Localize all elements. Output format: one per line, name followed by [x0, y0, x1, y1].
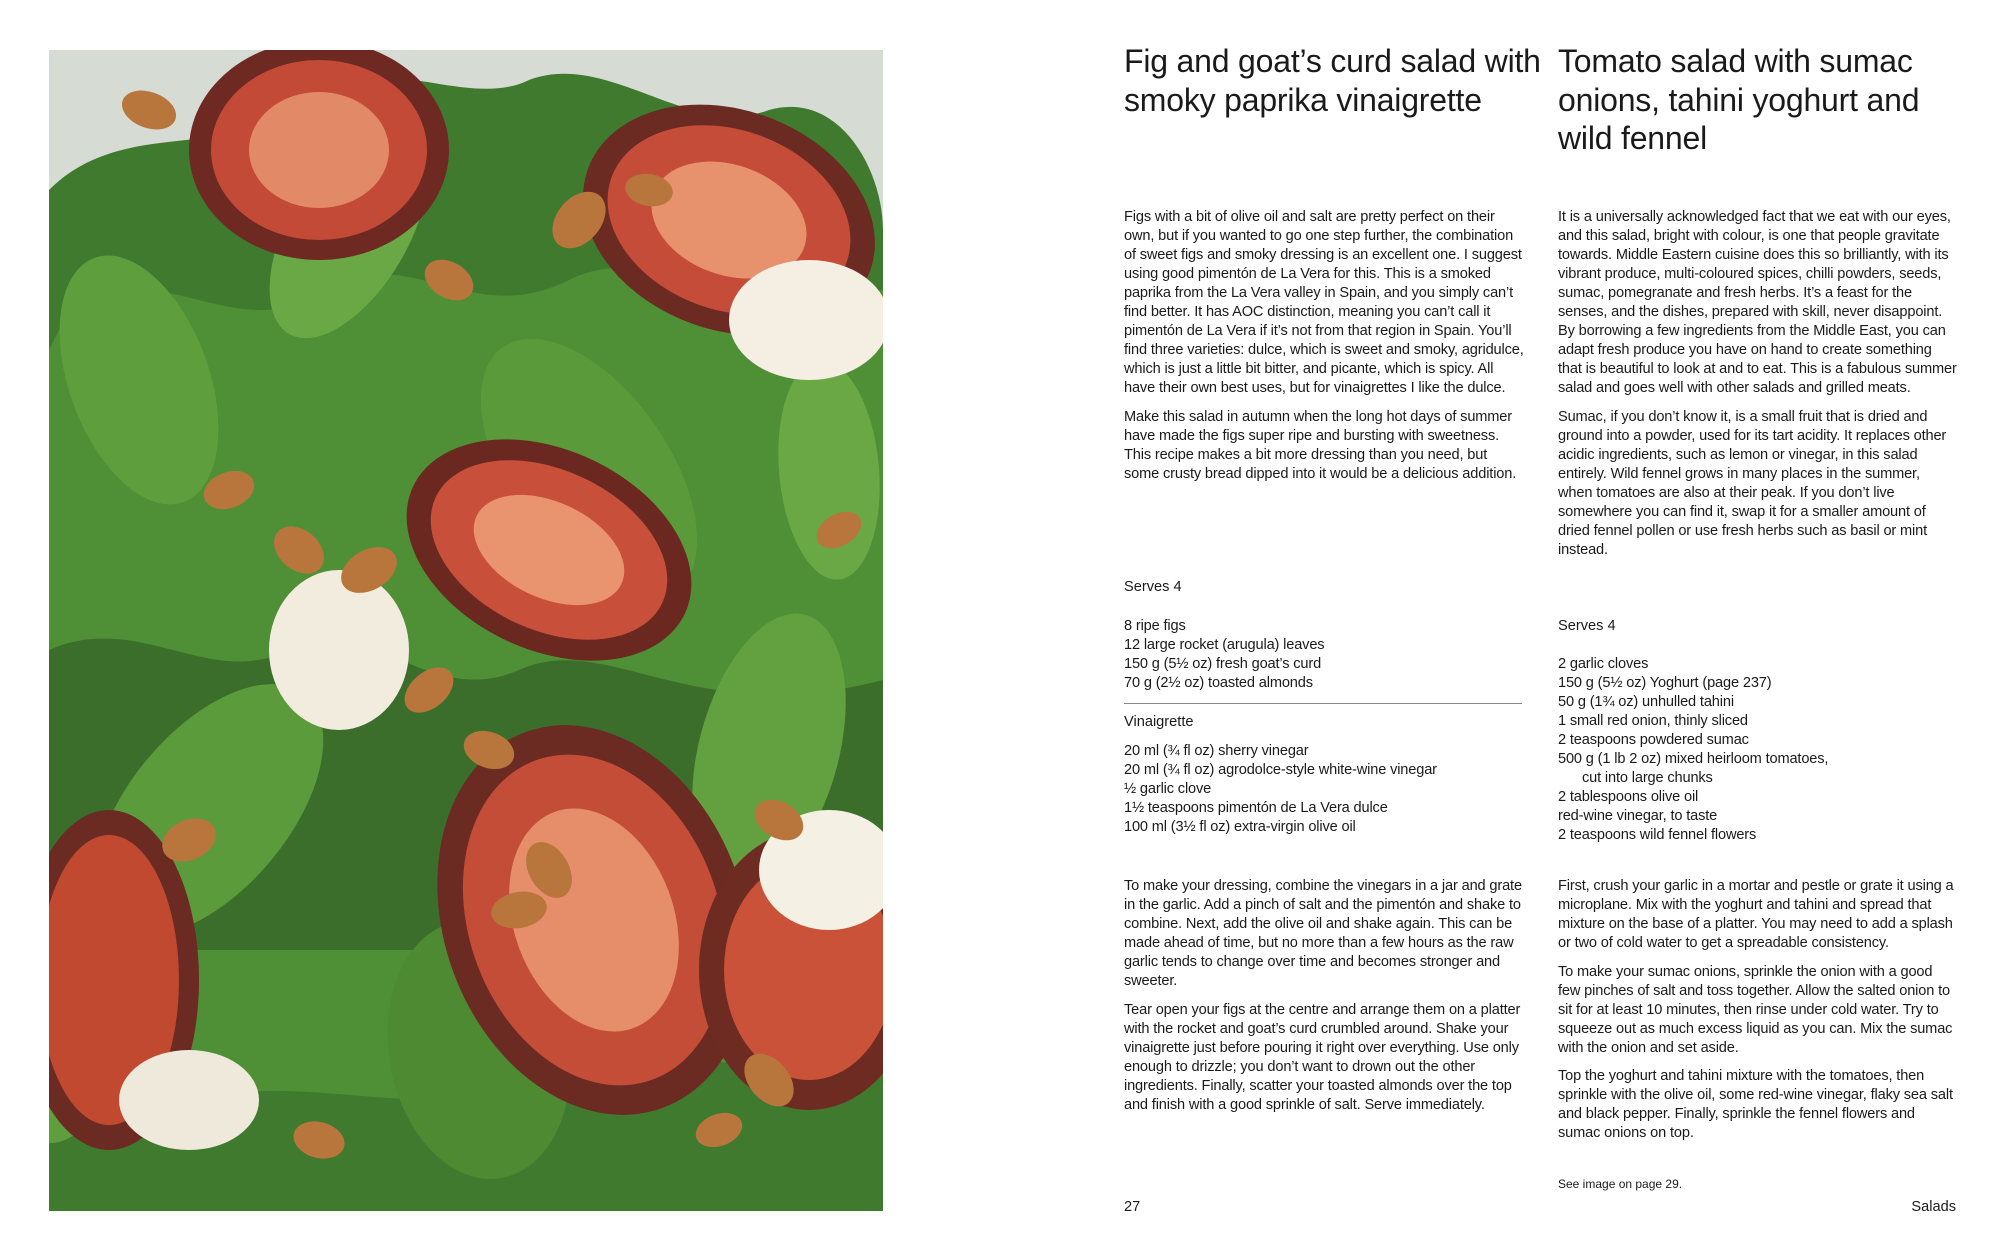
- ingredient-list: [1124, 617, 1544, 693]
- recipe-intro: [1558, 208, 1958, 569]
- intro-paragraph: It is a universally acknowledged fact that we eat with our eyes, and this salad, bright with colour, is one that people gravitate towards. Middle Eastern cuisine does this so brilliantly, with its vibrant produce, multi-coloured spices, chilli powders, seeds, sumac, pomegranate and fresh herbs. It’s a feast for the senses, and the dishes, prepared with skill, never disappoint. By borrowing a few ingredients from the Middle East, you can adapt fresh produce you have on hand to create something that is beautiful to look at and to eat. This is a fabulous summer salad and goes well with other salads and grilled meats.: [1558, 209, 1957, 396]
- page-number: 27: [1124, 1199, 1141, 1215]
- ingredient-item: 2 teaspoons wild fennel flowers: [1558, 827, 1757, 843]
- method-paragraph: To make your dressing, combine the vinegars in a jar and grate in the garlic. Add a pinch of salt and the pimentón and shake to combine. Next, add the olive oil and shake again. This can be made ahead of time, but no more than a few hours as the raw garlic tends to change over time and becomes stronger and sweeter.: [1124, 878, 1522, 989]
- ingredient-item: 1½ teaspoons pimentón de La Vera dulce: [1124, 800, 1388, 816]
- method: [1124, 877, 1524, 1124]
- vinaigrette-list: [1124, 742, 1544, 837]
- ingredient-item: 2 teaspoons powdered sumac: [1558, 732, 1749, 748]
- method: [1558, 877, 1958, 1153]
- serves-label: Serves 4: [1558, 618, 1616, 634]
- ingredient-item: 100 ml (3½ fl oz) extra-virgin olive oil: [1124, 819, 1356, 835]
- recipe-title: Tomato salad with sumac onions, tahini yoghurt and wild fennel: [1558, 43, 1920, 156]
- ingredient-item: 2 garlic cloves: [1558, 656, 1649, 672]
- ingredient-item: 500 g (1 lb 2 oz) mixed heirloom tomatoes,: [1558, 751, 1829, 767]
- method-paragraph: First, crush your garlic in a mortar and pestle or grate it using a microplane. Mix with the yoghurt and tahini and spread that mixture on the base of a platter. You may need to add a splash or two of cold water to get a spreadable consistency.: [1558, 878, 1954, 951]
- ingredient-item: 1 small red onion, thinly sliced: [1558, 713, 1748, 729]
- fig-salad-image: [49, 50, 883, 1211]
- intro-paragraph: Make this salad in autumn when the long hot days of summer have made the figs super ripe and bursting with sweetness. This recipe makes a bit more dressing than you need, but some crusty bread dipped into it would be a delicious addition.: [1124, 408, 1517, 482]
- ingredient-item: 12 large rocket (arugula) leaves: [1124, 637, 1325, 653]
- ingredient-item: 70 g (2½ oz) toasted almonds: [1124, 675, 1313, 691]
- method-paragraph: To make your sumac onions, sprinkle the onion with a good few pinches of salt and toss together. Allow the salted onion to sit for at least 10 minutes, then rinse under cold water. Try to squeeze out as much excess liquid as you can. Mix the sumac with the onion and set aside.: [1558, 963, 1953, 1056]
- intro-paragraph: Figs with a bit of olive oil and salt are pretty perfect on their own, but if you wanted to go one step further, the combination of sweet figs and smoky dressing is an excellent one. I suggest using good pimentón de La Vera for this. This is a smoked paprika from the La Vera valley in Spain, and you simply can’t find better. It has AOC distinction, meaning you can’t call it pimentón de La Vera if it’s not from that region in Spain. You’ll find three varieties: dulce, which is sweet and smoky, agridulce, which is just a little bit bitter, and picante, which is spicy. All have their own best uses, but for vinaigrettes I like the dulce.: [1124, 209, 1524, 396]
- salad-photo: [49, 50, 883, 1211]
- serves-label: Serves 4: [1124, 579, 1182, 595]
- ingredient-item: 150 g (5½ oz) fresh goat’s curd: [1124, 656, 1322, 672]
- ingredient-item: 150 g (5½ oz) Yoghurt (page 237): [1558, 675, 1772, 691]
- ingredient-item: 8 ripe figs: [1124, 618, 1186, 634]
- method-paragraph: Tear open your figs at the centre and arrange them on a platter with the rocket and goat’s curd crumbled around. Shake your vinaigrette just before pouring it right over everything. Use only enough to drizzle; you don’t want to drown out the other ingredients. Finally, scatter your toasted almonds over the top and finish with a good sprinkle of salt. Serve immediately.: [1124, 1001, 1521, 1113]
- see-image-note: See image on page 29.: [1558, 1177, 1683, 1191]
- intro-paragraph: Sumac, if you don’t know it, is a small fruit that is dried and ground into a powder, used for its tart acidity. It replaces other acidic ingredients, such as lemon or vinegar, in this salad entirely. Wild fennel grows in many places in the summer, when tomatoes are also at their peak. If you don’t live somewhere you can find it, swap it for a smaller amount of dried fennel pollen or use fresh herbs such as basil or mint instead.: [1558, 408, 1947, 558]
- ingredient-list: [1558, 655, 1978, 845]
- ingredient-item: 20 ml (¾ fl oz) agrodolce-style white-wine vinegar: [1124, 762, 1437, 778]
- ingredient-item: 2 tablespoons olive oil: [1558, 789, 1699, 805]
- recipe-intro: [1124, 208, 1524, 493]
- ingredient-item: 20 ml (¾ fl oz) sherry vinegar: [1124, 743, 1309, 759]
- ingredient-item: 50 g (1¾ oz) unhulled tahini: [1558, 694, 1734, 710]
- divider: [1124, 703, 1522, 704]
- method-paragraph: Top the yoghurt and tahini mixture with the tomatoes, then sprinkle with the olive oil, some red-wine vinegar, flaky sea salt and black pepper. Finally, sprinkle the fennel flowers and sumac onions on top.: [1558, 1068, 1953, 1142]
- ingredient-item: red-wine vinegar, to taste: [1558, 808, 1718, 824]
- section-label: Salads: [1911, 1199, 1956, 1215]
- recipe-title: Fig and goat’s curd salad with smoky paprika vinaigrette: [1124, 43, 1541, 118]
- ingredient-item: cut into large chunks: [1582, 770, 1713, 786]
- ingredient-item: ½ garlic clove: [1124, 781, 1212, 797]
- vinaigrette-heading: Vinaigrette: [1124, 714, 1194, 730]
